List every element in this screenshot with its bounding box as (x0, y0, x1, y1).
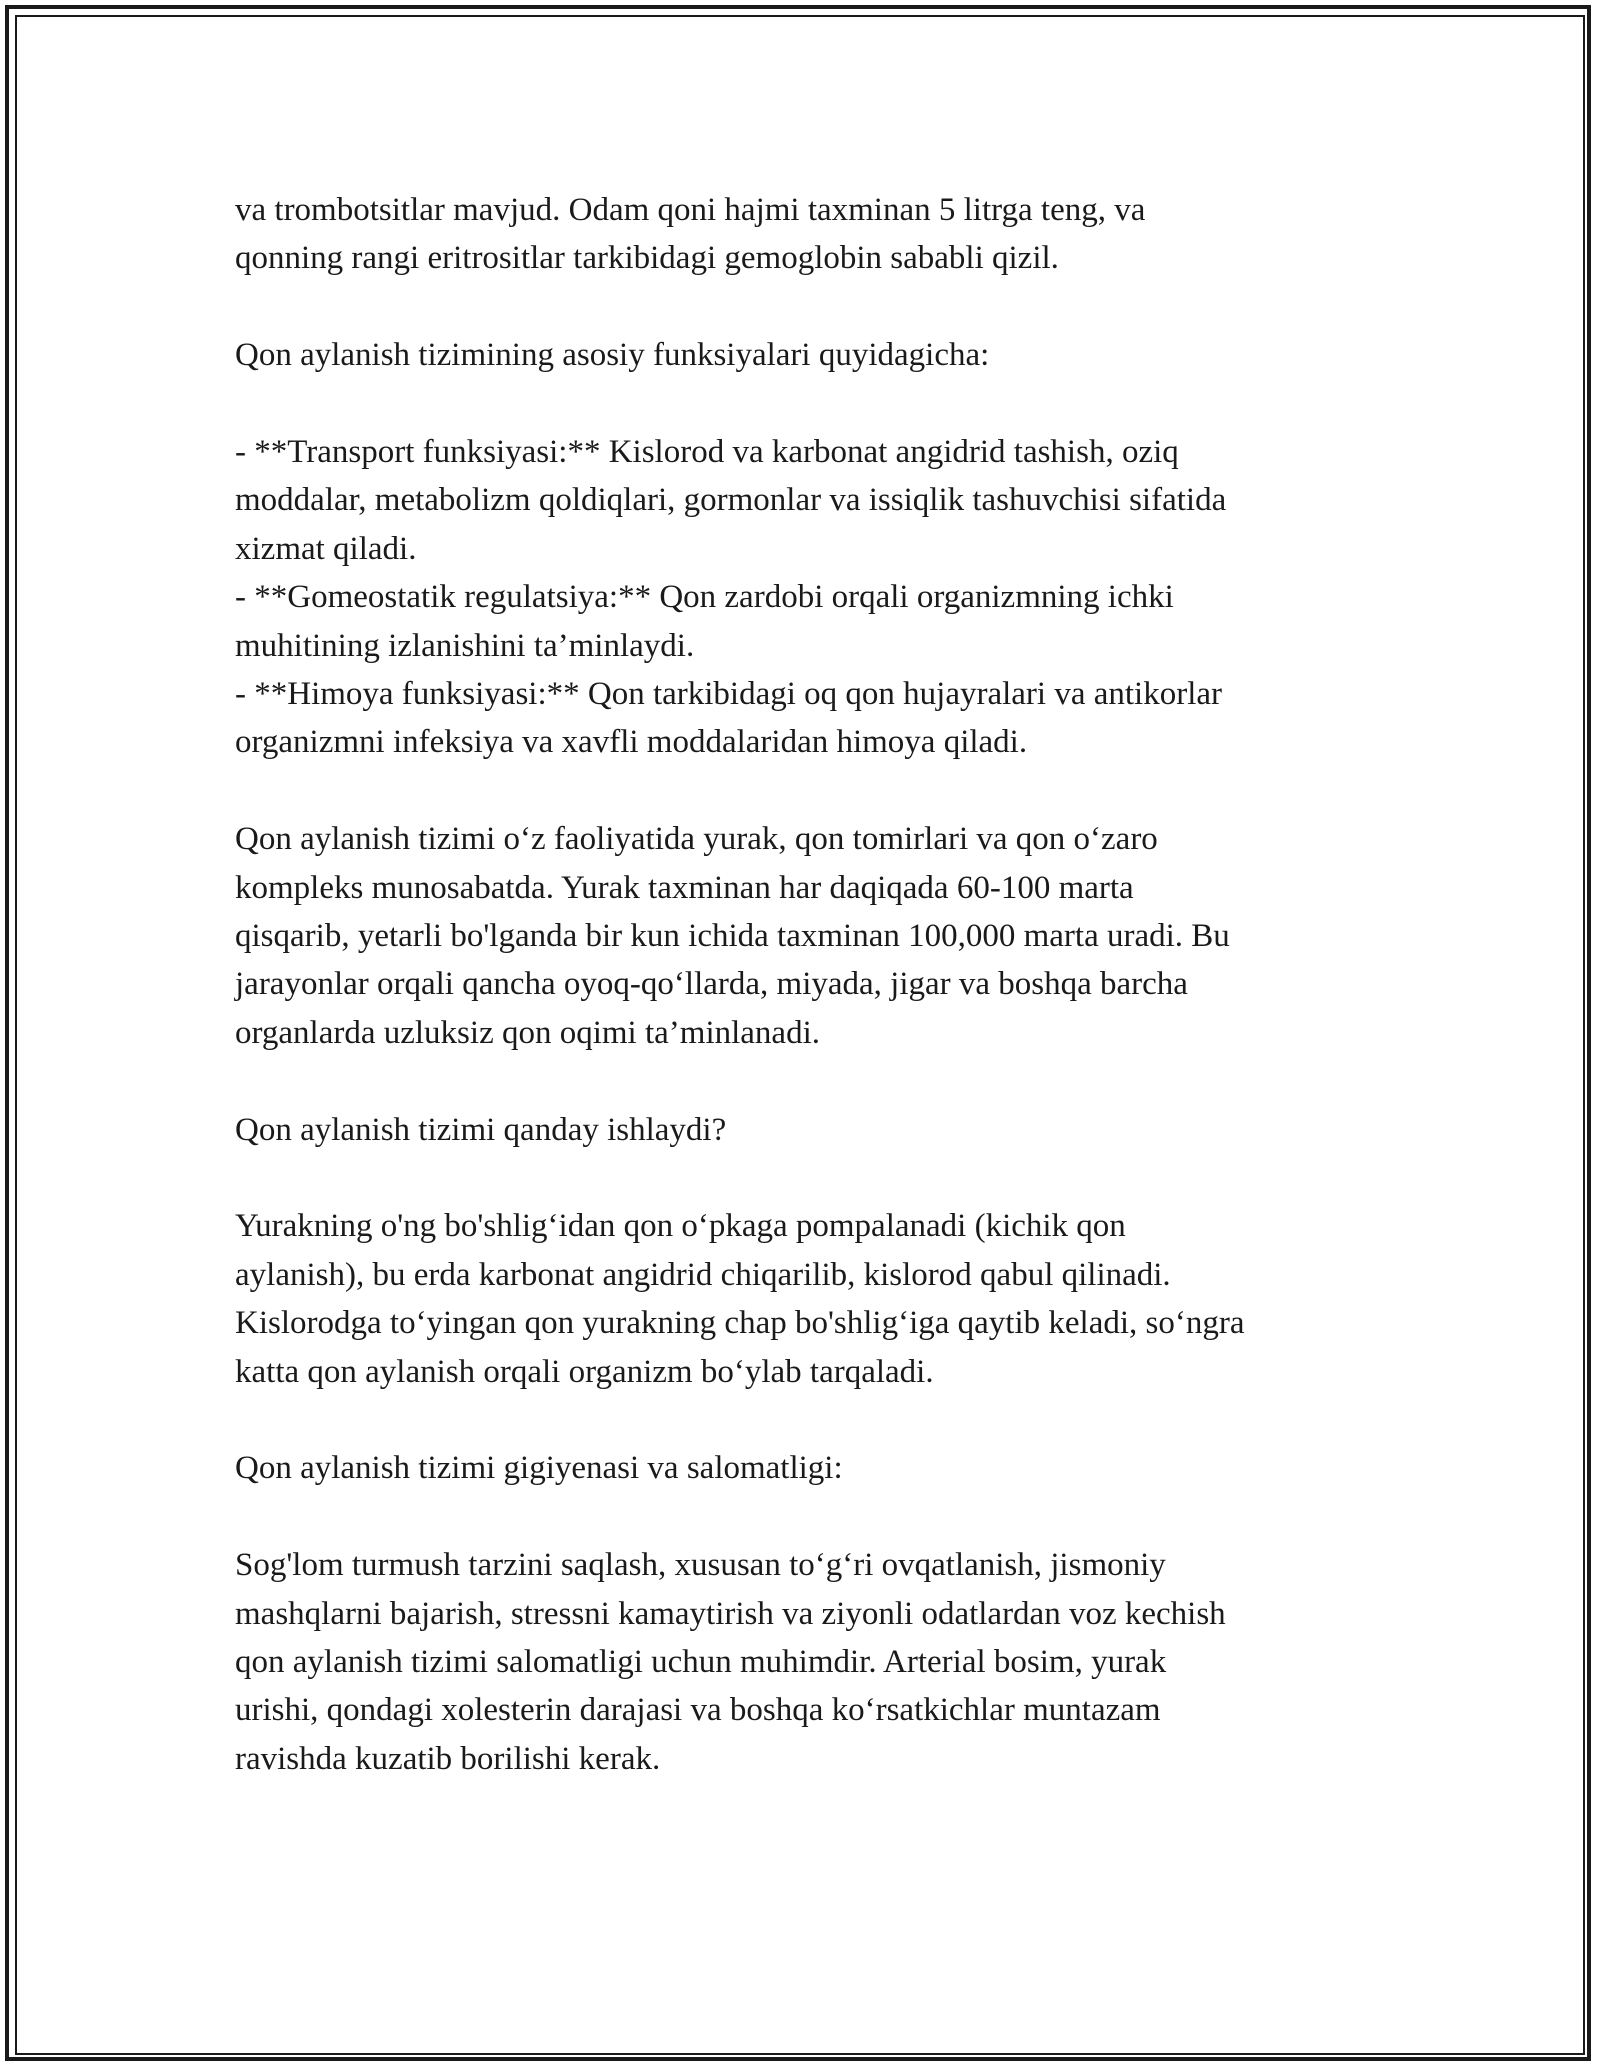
paragraph-heart-activity (235, 815, 1365, 1057)
list-item-homeostatic: - **Gomeostatik regulatsiya:** Qon zardobi orqali organizmning ichki (235, 579, 1174, 616)
text-line: muhitining izlanishini ta’minlaydi. (235, 627, 695, 664)
text-line: va trombotsitlar mavjud. Odam qoni hajmi taxminan 5 litrga teng, va (235, 192, 1146, 228)
list-item-transport: - **Transport funksiyasi:** Kislorod va karbonat angidrid tashish, oziq (235, 434, 1179, 470)
text-line: moddalar, metabolizm qoldiqlari, gormonlar va issiqlik tashuvchisi sifatida (235, 482, 1227, 519)
text-line: Kislorodga to‘yingan qon yurakning chap bo'shlig‘iga qaytib keladi, so‘ngra (235, 1305, 1245, 1342)
text-line: mashqlarni bajarish, stressni kamaytirish va ziyonli odatlardan voz kechish (235, 1595, 1226, 1632)
paragraph-functions-heading (235, 331, 1365, 379)
paragraph-how-it-works-heading (235, 1106, 1365, 1154)
text-line: Qon aylanish tizimining asosiy funksiyalari quyidagicha: (235, 337, 990, 374)
text-line: qonning rangi eritrositlar tarkibidagi gemoglobin sababli qizil. (235, 240, 1059, 277)
text-line: Sog'lom turmush tarzini saqlash, xususan to‘g‘ri ovqatlanish, jismoniy (235, 1547, 1166, 1584)
text-line: ravishda kuzatib borilishi kerak. (235, 1740, 661, 1777)
text-line: Qon aylanish tizimi gigiyenasi va salomatligi: (235, 1450, 843, 1487)
text-line: kompleks munosabatda. Yurak taxminan har daqiqada 60-100 marta (235, 869, 1134, 906)
paragraph-functions-list (235, 428, 1365, 767)
text-line: Qon aylanish tizimi qanday ishlaydi? (235, 1111, 727, 1148)
document-body (235, 186, 1365, 1783)
paragraph-hygiene-heading (235, 1444, 1365, 1492)
text-line: qisqarib, yetarli bo'lganda bir kun ichida taxminan 100,000 marta uradi. Bu (235, 918, 1230, 955)
text-line: aylanish), bu erda karbonat angidrid chiqarilib, kislorod qabul qilinadi. (235, 1256, 1171, 1293)
text-line: xizmat qiladi. (235, 530, 417, 567)
paragraph-blood-composition (235, 186, 1365, 283)
text-line: organizmni infeksiya va xavfli moddalaridan himoya qiladi. (235, 724, 1028, 761)
text-line: urishi, qondagi xolesterin darajasi va boshqa ko‘rsatkichlar muntazam (235, 1692, 1161, 1729)
paragraph-healthy-lifestyle (235, 1541, 1365, 1783)
text-line: Yurakning o'ng bo'shlig‘idan qon o‘pkaga pompalanadi (kichik qon (235, 1208, 1126, 1245)
list-item-protection: - **Himoya funksiyasi:** Qon tarkibidagi oq qon hujayralari va antikorlar (235, 676, 1223, 713)
text-line: katta qon aylanish orqali organizm bo‘ylab tarqaladi. (235, 1353, 934, 1390)
text-line: jarayonlar orqali qancha oyoq-qo‘llarda, miyada, jigar va boshqa barcha (235, 966, 1188, 1003)
paragraph-circulation-description (235, 1202, 1365, 1396)
text-line: qon aylanish tizimi salomatligi uchun muhimdir. Arterial bosim, yurak (235, 1644, 1167, 1681)
text-line: Qon aylanish tizimi o‘z faoliyatida yurak, qon tomirlari va qon o‘zaro (235, 821, 1158, 858)
text-line: organlarda uzluksiz qon oqimi ta’minlanadi. (235, 1014, 820, 1051)
